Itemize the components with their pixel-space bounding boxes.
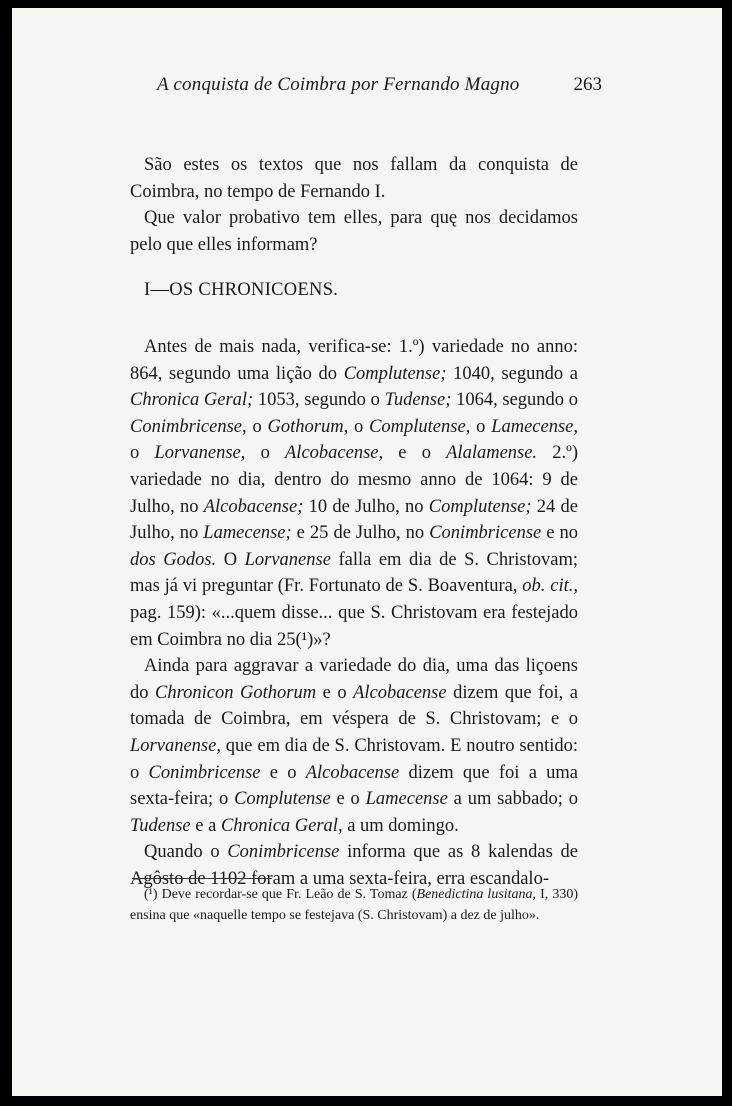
footnote: (¹) Deve recordar-se que Fr. Leão de S. Tomaz (Benedictina lusitana, I, 330) ensina que «naquelle tempo se festejava (S. Christovam) a dez de julho». — [130, 887, 579, 923]
paragraph-intro-2: Que valor probativo tem elles, para quę nos decidamos pelo que elles informam? — [130, 208, 578, 255]
running-title: A conquista de Coimbra por Fernando Magno — [157, 74, 520, 95]
section-heading: I—OS CHRONICOENS. — [144, 280, 339, 300]
paragraph-conimbricense: Quando o Conimbricense informa que as 8 kalendas de Agôsto de 1102 foram a uma sexta-feira, erra escandalo- — [130, 842, 579, 889]
intro-block — [130, 152, 578, 258]
paragraph-intro-1: São estes os textos que nos fallam da conquista de Coimbra, no tempo de Fernando I. — [130, 155, 578, 202]
footnote-rule — [132, 878, 272, 879]
page-number: 263 — [573, 74, 602, 95]
book-page — [12, 8, 722, 1096]
paragraph-variedade: Antes de mais nada, verifica-se: 1.º) variedade no anno: 864, segundo uma lição do Complutense; 1040, segundo a Chronica Geral; 1053, segundo o Tudense; 1064, segundo o Conimbricense, o Gothorum, o Complutense, o Lamecense, o Lorvanense, o Alcobacense, e o Alalamense. 2.º) variedade no dia, dentro do mesmo anno de 1064: 9 de Julho, no Alcobacense; 10 de Julho, no Complutense; 24 de Julho, no Lamecense; e 25 de Julho, no Conimbricense e no dos Godos. O Lorvanense falla em dia de S. Christovam; mas já vi preguntar (Fr. Fortunato de S. Boaventura, ob. cit., pag. 159): «...quem disse... que S. Christovam era festejado em Coimbra no dia 25(¹)»? — [130, 337, 579, 650]
paragraph-aggravar: Ainda para aggravar a variedade do dia, uma das liçoens do Chronicon Gothorum e o Alcobacense dizem que foi, a tomada de Coimbra, em véspera de S. Christovam; e o Lorvanense, que em dia de S. Christovam. E noutro sentido: o Conimbricense e o Alcobacense dizem que foi a uma sexta-feira; o Complutense e o Lamecense a um sabbado; o Tudense e a Chronica Geral, a um domingo. — [130, 656, 579, 836]
running-head — [157, 74, 602, 104]
body-block — [130, 334, 578, 892]
